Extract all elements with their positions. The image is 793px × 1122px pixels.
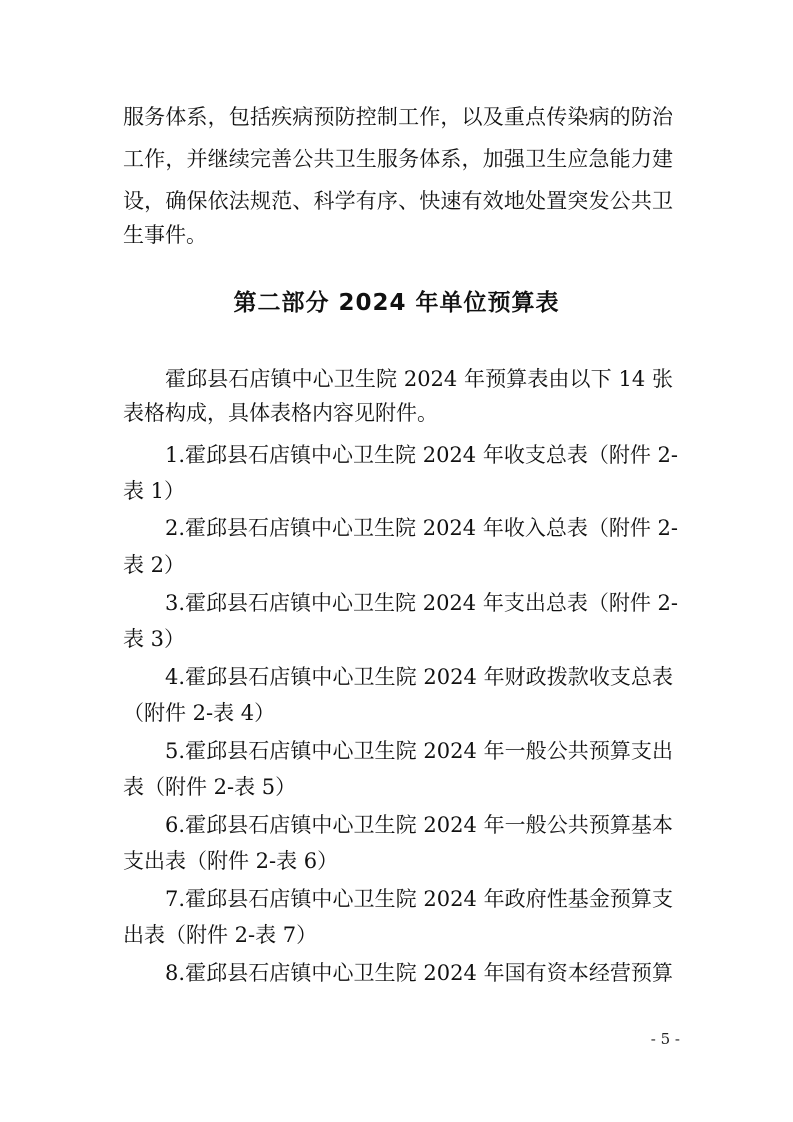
list-item-continuation: （附件 2-表 4） — [123, 701, 276, 725]
list-item-continuation: 出表（附件 2-表 7） — [123, 923, 318, 947]
list-item-continuation: 支出表（附件 2-表 6） — [123, 849, 339, 873]
list-item-line: 5.霍邱县石店镇中心卫生院 2024 年一般公共预算支出 — [165, 739, 673, 763]
list-item-line: 6.霍邱县石店镇中心卫生院 2024 年一般公共预算基本 — [165, 813, 673, 837]
intro-paragraph-line: 工作，并继续完善公共卫生服务体系，加强卫生应急能力建 — [123, 147, 673, 171]
list-item-continuation: 表 3） — [123, 627, 186, 651]
list-item-continuation: 表 1） — [123, 479, 186, 503]
section-title: 第二部分 2024 年单位预算表 — [233, 290, 560, 316]
intro-paragraph-line: 设，确保依法规范、科学有序、快速有效地处置突发公共卫 — [123, 189, 673, 213]
list-item-line: 8.霍邱县石店镇中心卫生院 2024 年国有资本经营预算 — [165, 961, 673, 985]
summary-paragraph-line: 表格构成，具体表格内容见附件。 — [123, 401, 438, 425]
list-item-line: 4.霍邱县石店镇中心卫生院 2024 年财政拨款收支总表 — [165, 665, 673, 689]
list-item-line: 7.霍邱县石店镇中心卫生院 2024 年政府性基金预算支 — [165, 887, 673, 911]
summary-paragraph-line: 霍邱县石店镇中心卫生院 2024 年预算表由以下 14 张 — [165, 367, 673, 391]
list-item-continuation: 表 2） — [123, 553, 186, 577]
list-item-line: 2.霍邱县石店镇中心卫生院 2024 年收入总表（附件 2- — [165, 516, 678, 540]
list-item-line: 3.霍邱县石店镇中心卫生院 2024 年支出总表（附件 2- — [165, 591, 678, 615]
intro-paragraph-line: 生事件。 — [123, 223, 207, 247]
page-number: - 5 - — [650, 1030, 680, 1048]
list-item-continuation: 表（附件 2-表 5） — [123, 775, 297, 799]
list-item-line: 1.霍邱县石店镇中心卫生院 2024 年收支总表（附件 2- — [165, 443, 678, 467]
intro-paragraph-line: 服务体系，包括疾病预防控制工作，以及重点传染病的防治 — [123, 105, 673, 129]
